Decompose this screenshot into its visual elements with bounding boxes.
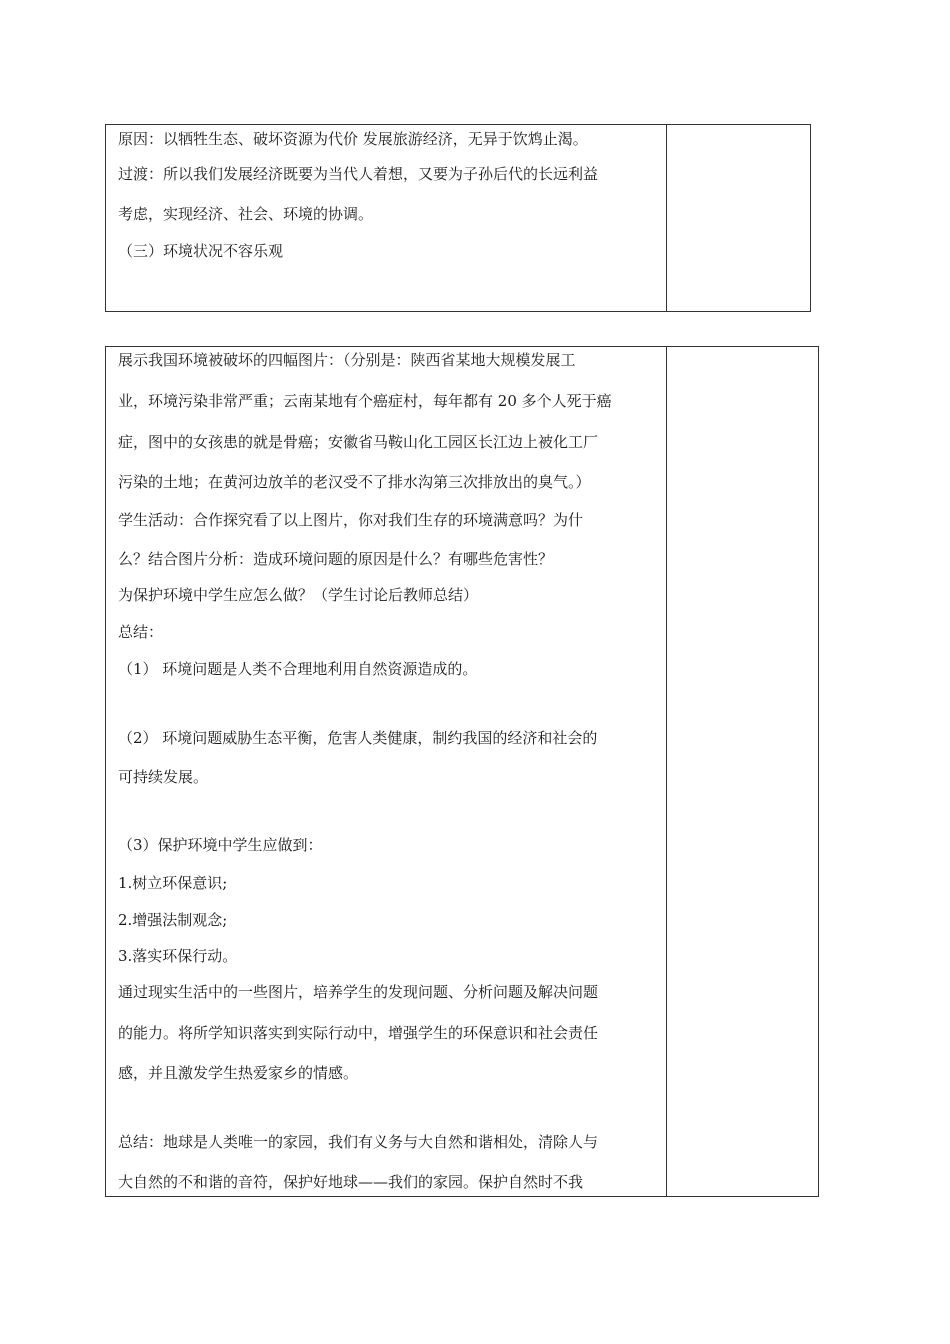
text-line: 业，环境污染非常严重；云南某地有个癌症村，每年都有 20 多个人死于癌 (118, 392, 612, 410)
text-line: 总结：地球是人类唯一的家园，我们有义务与大自然和谐相处，清除人与 (118, 1133, 599, 1151)
text-line: 污染的土地；在黄河边放羊的老汉受不了排水沟第三次排放出的臭气。） (118, 473, 591, 491)
text-line: 为保护环境中学生应怎么做？（学生讨论后教师总结） (118, 586, 479, 604)
text-line: 原因：以牺牲生态、破坏资源为代价 发展旅游经济，无异于饮鸩止渴。 (118, 130, 588, 148)
text-line: （2） 环境问题威胁生态平衡，危害人类健康，制约我国的经济和社会的 (118, 729, 598, 747)
text-line: 1.树立环保意识; (118, 874, 228, 892)
text-line: （1） 环境问题是人类不合理地利用自然资源造成的。 (118, 660, 478, 678)
text-line: 大自然的不和谐的音符，保护好地球——我们的家园。保护自然时不我 (118, 1173, 584, 1191)
text-line: 的能力。将所学知识落实到实际行动中，增强学生的环保意识和社会责任 (118, 1024, 599, 1042)
lesson-table-2 (105, 346, 819, 1197)
text-line: （3）保护环境中学生应做到： (118, 836, 323, 854)
notes-cell (667, 347, 819, 1197)
text-line: 展示我国环境被破坏的四幅图片：（分别是：陕西省某地大规模发展工 (118, 351, 576, 369)
text-line: 3.落实环保行动。 (118, 947, 238, 965)
notes-cell (667, 125, 811, 312)
content-cell (106, 347, 667, 1197)
text-line: 可持续发展。 (118, 768, 209, 786)
text-line: 么？结合图片分析：造成环境问题的原因是什么？有哪些危害性？ (118, 550, 554, 568)
text-line: 学生活动：合作探究看了以上图片，你对我们生存的环境满意吗？为什 (118, 511, 584, 529)
text-line: 症，图中的女孩患的就是骨癌；安徽省马鞍山化工园区长江边上被化工厂 (118, 433, 599, 451)
content-cell (106, 125, 667, 312)
text-line: 2.增强法制观念; (118, 911, 228, 929)
text-line: （三）环境状况不容乐观 (118, 242, 284, 260)
text-line: 考虑，实现经济、社会、环境的协调。 (118, 205, 374, 223)
text-line: 感，并且激发学生热爱家乡的情感。 (118, 1064, 359, 1082)
text-line: 通过现实生活中的一些图片，培养学生的发现问题、分析问题及解决问题 (118, 983, 599, 1001)
text-line: 过渡：所以我们发展经济既要为当代人着想，又要为子孙后代的长远利益 (118, 165, 599, 183)
text-line: 总结： (118, 623, 164, 641)
lesson-table-1 (105, 124, 811, 312)
